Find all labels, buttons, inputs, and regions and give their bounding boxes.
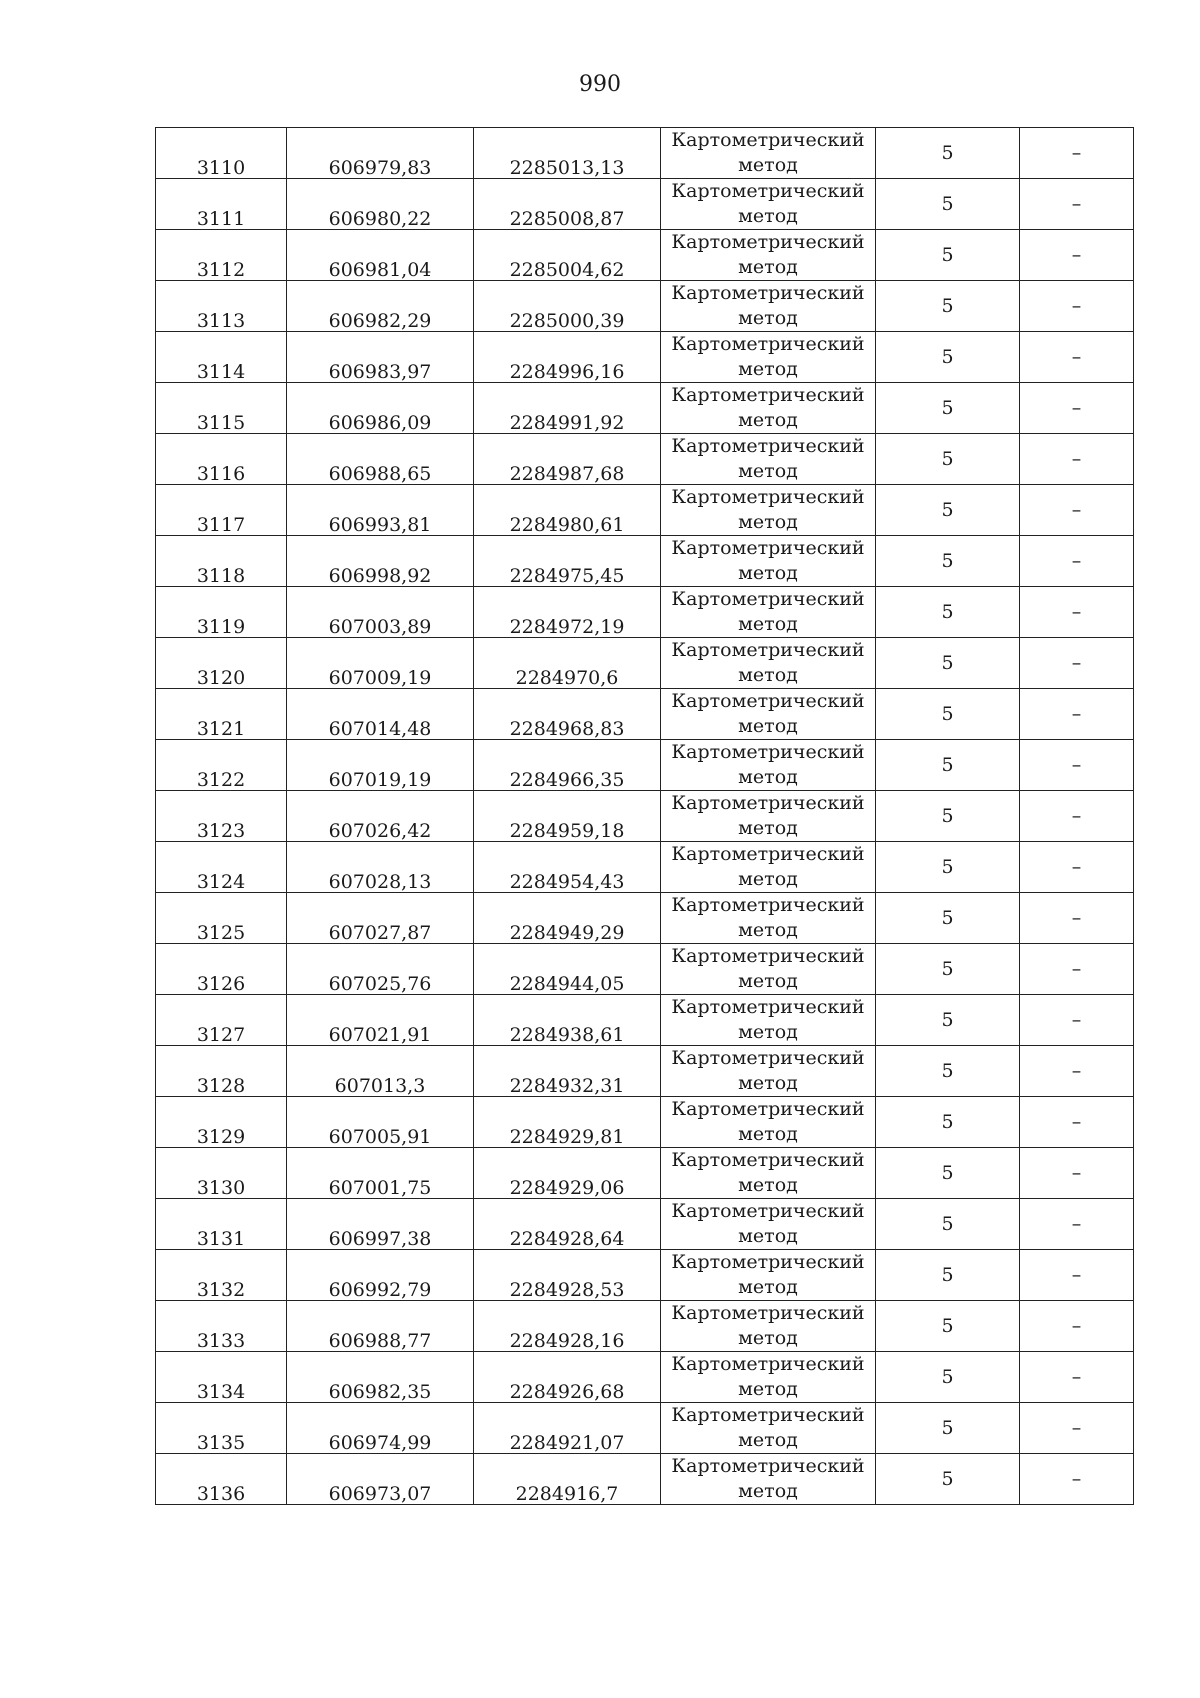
table-row — [156, 230, 1134, 281]
x-coordinate-cell: 607025,76 — [287, 944, 474, 995]
accuracy-cell: 5 — [876, 689, 1020, 740]
accuracy-cell: 5 — [876, 893, 1020, 944]
y-coordinate-cell: 2284968,83 — [474, 689, 661, 740]
accuracy-cell: 5 — [876, 383, 1020, 434]
method-text-line1: Картометрический — [671, 1353, 865, 1375]
note-cell: – — [1020, 332, 1134, 383]
point-number-cell: 3129 — [156, 1097, 287, 1148]
method-cell — [661, 128, 876, 179]
table-row — [156, 383, 1134, 434]
y-coordinate-cell: 2285013,13 — [474, 128, 661, 179]
x-coordinate-cell: 607028,13 — [287, 842, 474, 893]
accuracy-cell: 5 — [876, 1352, 1020, 1403]
point-number-cell: 3127 — [156, 995, 287, 1046]
y-coordinate-cell: 2284987,68 — [474, 434, 661, 485]
table-row — [156, 1148, 1134, 1199]
point-number-cell: 3116 — [156, 434, 287, 485]
point-number-cell: 3125 — [156, 893, 287, 944]
x-coordinate-cell: 607021,91 — [287, 995, 474, 1046]
note-cell: – — [1020, 128, 1134, 179]
accuracy-cell: 5 — [876, 791, 1020, 842]
coordinates-table — [155, 127, 1134, 1505]
note-cell: – — [1020, 689, 1134, 740]
accuracy-cell: 5 — [876, 1097, 1020, 1148]
accuracy-cell: 5 — [876, 944, 1020, 995]
method-text-line1: Картометрический — [671, 741, 865, 763]
method-cell — [661, 1352, 876, 1403]
x-coordinate-cell: 606992,79 — [287, 1250, 474, 1301]
point-number-cell: 3133 — [156, 1301, 287, 1352]
table-row — [156, 791, 1134, 842]
method-text-line1: Картометрический — [671, 333, 865, 355]
method-text-line1: Картометрический — [671, 1200, 865, 1222]
accuracy-cell: 5 — [876, 587, 1020, 638]
x-coordinate-cell: 606983,97 — [287, 332, 474, 383]
table-row — [156, 1199, 1134, 1250]
method-text-line2: метод — [738, 1429, 798, 1451]
point-number-cell: 3128 — [156, 1046, 287, 1097]
y-coordinate-cell: 2284980,61 — [474, 485, 661, 536]
y-coordinate-cell: 2285000,39 — [474, 281, 661, 332]
y-coordinate-cell: 2284966,35 — [474, 740, 661, 791]
method-cell — [661, 587, 876, 638]
point-number-cell: 3118 — [156, 536, 287, 587]
method-text-line1: Картометрический — [671, 537, 865, 559]
method-text-line2: метод — [738, 1378, 798, 1400]
accuracy-cell: 5 — [876, 1454, 1020, 1505]
method-cell — [661, 536, 876, 587]
x-coordinate-cell: 606981,04 — [287, 230, 474, 281]
method-text-line2: метод — [738, 613, 798, 635]
method-cell — [661, 230, 876, 281]
x-coordinate-cell: 607014,48 — [287, 689, 474, 740]
method-cell — [661, 1046, 876, 1097]
method-cell — [661, 281, 876, 332]
note-cell: – — [1020, 1046, 1134, 1097]
method-text-line1: Картометрический — [671, 435, 865, 457]
y-coordinate-cell: 2284938,61 — [474, 995, 661, 1046]
y-coordinate-cell: 2284970,6 — [474, 638, 661, 689]
table-row — [156, 1403, 1134, 1454]
x-coordinate-cell: 606980,22 — [287, 179, 474, 230]
accuracy-cell: 5 — [876, 332, 1020, 383]
note-cell: – — [1020, 281, 1134, 332]
method-text-line1: Картометрический — [671, 486, 865, 508]
method-text-line1: Картометрический — [671, 690, 865, 712]
y-coordinate-cell: 2284959,18 — [474, 791, 661, 842]
method-text-line2: метод — [738, 1072, 798, 1094]
point-number-cell: 3112 — [156, 230, 287, 281]
method-text-line2: метод — [738, 1174, 798, 1196]
method-text-line2: метод — [738, 1021, 798, 1043]
note-cell: – — [1020, 179, 1134, 230]
accuracy-cell: 5 — [876, 485, 1020, 536]
method-text-line2: метод — [738, 1123, 798, 1145]
table-row — [156, 1454, 1134, 1505]
y-coordinate-cell: 2284929,06 — [474, 1148, 661, 1199]
accuracy-cell: 5 — [876, 842, 1020, 893]
method-cell — [661, 1250, 876, 1301]
note-cell: – — [1020, 740, 1134, 791]
method-text-line1: Картометрический — [671, 843, 865, 865]
x-coordinate-cell: 607027,87 — [287, 893, 474, 944]
accuracy-cell: 5 — [876, 1301, 1020, 1352]
note-cell: – — [1020, 1199, 1134, 1250]
y-coordinate-cell: 2284926,68 — [474, 1352, 661, 1403]
point-number-cell: 3110 — [156, 128, 287, 179]
method-text-line2: метод — [738, 970, 798, 992]
method-text-line1: Картометрический — [671, 129, 865, 151]
method-text-line1: Картометрический — [671, 1404, 865, 1426]
table-row — [156, 1352, 1134, 1403]
point-number-cell: 3111 — [156, 179, 287, 230]
method-text-line2: метод — [738, 409, 798, 431]
method-cell — [661, 1454, 876, 1505]
note-cell: – — [1020, 842, 1134, 893]
note-cell: – — [1020, 1097, 1134, 1148]
point-number-cell: 3119 — [156, 587, 287, 638]
method-cell — [661, 1403, 876, 1454]
point-number-cell: 3121 — [156, 689, 287, 740]
method-text-line2: метод — [738, 154, 798, 176]
note-cell: – — [1020, 230, 1134, 281]
method-text-line1: Картометрический — [671, 945, 865, 967]
accuracy-cell: 5 — [876, 179, 1020, 230]
point-number-cell: 3126 — [156, 944, 287, 995]
table-row — [156, 434, 1134, 485]
point-number-cell: 3132 — [156, 1250, 287, 1301]
accuracy-cell: 5 — [876, 128, 1020, 179]
method-text-line2: метод — [738, 1480, 798, 1502]
note-cell: – — [1020, 893, 1134, 944]
table-row — [156, 1046, 1134, 1097]
table-row — [156, 485, 1134, 536]
y-coordinate-cell: 2284916,7 — [474, 1454, 661, 1505]
x-coordinate-cell: 607001,75 — [287, 1148, 474, 1199]
method-text-line2: метод — [738, 205, 798, 227]
y-coordinate-cell: 2284928,16 — [474, 1301, 661, 1352]
x-coordinate-cell: 607005,91 — [287, 1097, 474, 1148]
y-coordinate-cell: 2284932,31 — [474, 1046, 661, 1097]
x-coordinate-cell: 607003,89 — [287, 587, 474, 638]
point-number-cell: 3113 — [156, 281, 287, 332]
y-coordinate-cell: 2284944,05 — [474, 944, 661, 995]
table-row — [156, 740, 1134, 791]
method-text-line1: Картометрический — [671, 996, 865, 1018]
method-text-line2: метод — [738, 256, 798, 278]
method-cell — [661, 995, 876, 1046]
coordinates-table-body — [156, 128, 1134, 1505]
table-row — [156, 842, 1134, 893]
x-coordinate-cell: 606973,07 — [287, 1454, 474, 1505]
point-number-cell: 3124 — [156, 842, 287, 893]
x-coordinate-cell: 607026,42 — [287, 791, 474, 842]
y-coordinate-cell: 2284928,53 — [474, 1250, 661, 1301]
point-number-cell: 3134 — [156, 1352, 287, 1403]
method-text-line1: Картометрический — [671, 639, 865, 661]
y-coordinate-cell: 2284949,29 — [474, 893, 661, 944]
x-coordinate-cell: 606988,65 — [287, 434, 474, 485]
method-cell — [661, 485, 876, 536]
method-cell — [661, 434, 876, 485]
note-cell: – — [1020, 1403, 1134, 1454]
method-text-line2: метод — [738, 562, 798, 584]
y-coordinate-cell: 2284921,07 — [474, 1403, 661, 1454]
x-coordinate-cell: 607019,19 — [287, 740, 474, 791]
point-number-cell: 3122 — [156, 740, 287, 791]
y-coordinate-cell: 2285004,62 — [474, 230, 661, 281]
method-text-line1: Картометрический — [671, 1302, 865, 1324]
accuracy-cell: 5 — [876, 1403, 1020, 1454]
method-cell — [661, 179, 876, 230]
table-row — [156, 332, 1134, 383]
table-row — [156, 536, 1134, 587]
table-row — [156, 689, 1134, 740]
method-cell — [661, 1199, 876, 1250]
table-row — [156, 1301, 1134, 1352]
y-coordinate-cell: 2284972,19 — [474, 587, 661, 638]
method-cell — [661, 842, 876, 893]
method-cell — [661, 791, 876, 842]
x-coordinate-cell: 606998,92 — [287, 536, 474, 587]
method-cell — [661, 740, 876, 791]
note-cell: – — [1020, 1352, 1134, 1403]
y-coordinate-cell: 2284996,16 — [474, 332, 661, 383]
note-cell: – — [1020, 536, 1134, 587]
note-cell: – — [1020, 587, 1134, 638]
x-coordinate-cell: 606982,35 — [287, 1352, 474, 1403]
table-row — [156, 995, 1134, 1046]
point-number-cell: 3117 — [156, 485, 287, 536]
method-text-line1: Картометрический — [671, 1455, 865, 1477]
method-text-line1: Картометрический — [671, 1098, 865, 1120]
method-text-line2: метод — [738, 1327, 798, 1349]
method-text-line2: метод — [738, 715, 798, 737]
x-coordinate-cell: 606997,38 — [287, 1199, 474, 1250]
accuracy-cell: 5 — [876, 434, 1020, 485]
note-cell: – — [1020, 1250, 1134, 1301]
y-coordinate-cell: 2284928,64 — [474, 1199, 661, 1250]
method-cell — [661, 332, 876, 383]
note-cell: – — [1020, 434, 1134, 485]
point-number-cell: 3120 — [156, 638, 287, 689]
x-coordinate-cell: 606986,09 — [287, 383, 474, 434]
method-text-line2: метод — [738, 460, 798, 482]
method-cell — [661, 944, 876, 995]
y-coordinate-cell: 2285008,87 — [474, 179, 661, 230]
method-text-line2: метод — [738, 1225, 798, 1247]
accuracy-cell: 5 — [876, 1148, 1020, 1199]
method-text-line2: метод — [738, 307, 798, 329]
x-coordinate-cell: 607013,3 — [287, 1046, 474, 1097]
x-coordinate-cell: 606993,81 — [287, 485, 474, 536]
method-cell — [661, 1301, 876, 1352]
method-text-line2: метод — [738, 358, 798, 380]
method-text-line1: Картометрический — [671, 231, 865, 253]
page-number: 990 — [579, 72, 621, 97]
accuracy-cell: 5 — [876, 740, 1020, 791]
note-cell: – — [1020, 995, 1134, 1046]
table-row — [156, 944, 1134, 995]
method-text-line2: метод — [738, 1276, 798, 1298]
point-number-cell: 3115 — [156, 383, 287, 434]
y-coordinate-cell: 2284991,92 — [474, 383, 661, 434]
accuracy-cell: 5 — [876, 1199, 1020, 1250]
method-text-line2: метод — [738, 664, 798, 686]
y-coordinate-cell: 2284954,43 — [474, 842, 661, 893]
method-cell — [661, 1148, 876, 1199]
accuracy-cell: 5 — [876, 638, 1020, 689]
table-row — [156, 1097, 1134, 1148]
table-row — [156, 638, 1134, 689]
method-text-line1: Картометрический — [671, 792, 865, 814]
point-number-cell: 3123 — [156, 791, 287, 842]
note-cell: – — [1020, 1148, 1134, 1199]
point-number-cell: 3114 — [156, 332, 287, 383]
method-text-line1: Картометрический — [671, 1251, 865, 1273]
point-number-cell: 3135 — [156, 1403, 287, 1454]
method-text-line2: метод — [738, 511, 798, 533]
y-coordinate-cell: 2284929,81 — [474, 1097, 661, 1148]
method-text-line2: метод — [738, 766, 798, 788]
note-cell: – — [1020, 791, 1134, 842]
method-cell — [661, 893, 876, 944]
method-text-line1: Картометрический — [671, 180, 865, 202]
method-cell — [661, 383, 876, 434]
x-coordinate-cell: 607009,19 — [287, 638, 474, 689]
table-row — [156, 281, 1134, 332]
method-text-line2: метод — [738, 868, 798, 890]
table-row — [156, 587, 1134, 638]
method-text-line2: метод — [738, 817, 798, 839]
x-coordinate-cell: 606979,83 — [287, 128, 474, 179]
method-text-line1: Картометрический — [671, 894, 865, 916]
note-cell: – — [1020, 638, 1134, 689]
x-coordinate-cell: 606982,29 — [287, 281, 474, 332]
method-text-line1: Картометрический — [671, 282, 865, 304]
accuracy-cell: 5 — [876, 1250, 1020, 1301]
accuracy-cell: 5 — [876, 995, 1020, 1046]
table-row — [156, 128, 1134, 179]
accuracy-cell: 5 — [876, 536, 1020, 587]
table-row — [156, 893, 1134, 944]
accuracy-cell: 5 — [876, 281, 1020, 332]
table-row — [156, 1250, 1134, 1301]
y-coordinate-cell: 2284975,45 — [474, 536, 661, 587]
note-cell: – — [1020, 1301, 1134, 1352]
method-text-line2: метод — [738, 919, 798, 941]
method-cell — [661, 689, 876, 740]
point-number-cell: 3131 — [156, 1199, 287, 1250]
note-cell: – — [1020, 944, 1134, 995]
method-cell — [661, 638, 876, 689]
note-cell: – — [1020, 1454, 1134, 1505]
x-coordinate-cell: 606988,77 — [287, 1301, 474, 1352]
method-text-line1: Картометрический — [671, 384, 865, 406]
point-number-cell: 3136 — [156, 1454, 287, 1505]
accuracy-cell: 5 — [876, 1046, 1020, 1097]
method-text-line1: Картометрический — [671, 1047, 865, 1069]
note-cell: – — [1020, 383, 1134, 434]
table-row — [156, 179, 1134, 230]
x-coordinate-cell: 606974,99 — [287, 1403, 474, 1454]
accuracy-cell: 5 — [876, 230, 1020, 281]
method-text-line1: Картометрический — [671, 588, 865, 610]
point-number-cell: 3130 — [156, 1148, 287, 1199]
method-text-line1: Картометрический — [671, 1149, 865, 1171]
method-cell — [661, 1097, 876, 1148]
note-cell: – — [1020, 485, 1134, 536]
